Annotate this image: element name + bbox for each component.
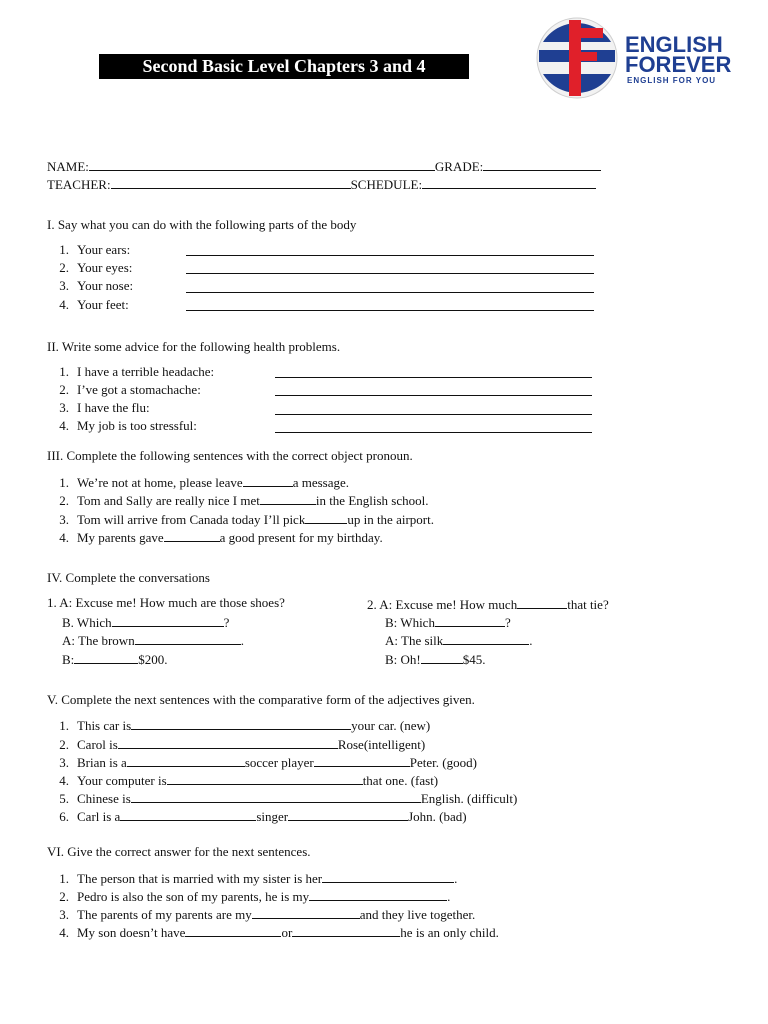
list-item: 3. Brian is a soccer player Peter. (good) <box>59 755 477 770</box>
list-item: 2. Carol is Rose(intelligent) <box>59 737 426 752</box>
list-item: 2. I’ve got a stomachache: <box>59 382 201 397</box>
conv2-line1: 2. A: Excuse me! How much that tie? <box>367 597 609 612</box>
answer-blank[interactable] <box>127 753 245 767</box>
list-item: 3. The parents of my parents are my and they live together. <box>59 907 476 922</box>
answer-line[interactable] <box>186 310 594 311</box>
answer-blank[interactable] <box>185 923 281 937</box>
list-item: 2. Your eyes: <box>59 260 133 275</box>
answer-blank[interactable] <box>164 528 220 542</box>
list-item: 4. Your feet: <box>59 297 129 312</box>
conv1-line1: 1. A: Excuse me! How much are those shoes? <box>47 595 285 610</box>
answer-blank[interactable] <box>443 631 529 645</box>
section-1-heading: I. Say what you can do with the following parts of the body <box>47 217 357 232</box>
teacher-blank[interactable] <box>111 175 351 189</box>
page-title: Second Basic Level Chapters 3 and 4 <box>99 54 469 79</box>
list-item: 4. My job is too stressful: <box>59 418 197 433</box>
schedule-label: SCHEDULE: <box>350 177 423 192</box>
name-blank[interactable] <box>89 157 435 171</box>
conv1-line2: B. Which ? <box>62 615 230 630</box>
answer-blank[interactable] <box>288 807 408 821</box>
section-2-heading: II. Write some advice for the following health problems. <box>47 339 341 354</box>
section-3-heading: III. Complete the following sentences with the correct object pronoun. <box>47 448 413 463</box>
list-item: 1. Your ears: <box>59 242 131 257</box>
answer-line[interactable] <box>275 432 592 433</box>
logo-text-english: ENGLISH <box>625 32 723 57</box>
list-item: 4. My son doesn’t have or he is an only child. <box>59 925 499 940</box>
name-row <box>47 157 601 175</box>
answer-blank[interactable] <box>112 613 224 627</box>
answer-blank[interactable] <box>120 807 256 821</box>
list-item: 4. My parents gave a good present for my birthday. <box>59 530 383 545</box>
grade-blank[interactable] <box>483 157 601 171</box>
conv2-line3: A: The silk . <box>385 633 533 648</box>
answer-blank[interactable] <box>305 510 347 524</box>
list-item: 6. Carl is a singer John. (bad) <box>59 809 467 824</box>
list-item: 1. The person that is married with my sister is her . <box>59 871 458 886</box>
answer-line[interactable] <box>186 255 594 256</box>
logo-tagline: ENGLISH FOR YOU <box>627 76 717 85</box>
answer-line[interactable] <box>186 273 594 274</box>
answer-blank[interactable] <box>167 771 363 785</box>
conv1-line3: A: The brown . <box>62 633 244 648</box>
answer-blank[interactable] <box>252 905 360 919</box>
answer-blank[interactable] <box>292 923 400 937</box>
answer-blank[interactable] <box>135 631 241 645</box>
section-6-heading: VI. Give the correct answer for the next sentences. <box>47 844 311 859</box>
teacher-row <box>47 175 596 193</box>
name-label: NAME: <box>47 159 89 174</box>
english-forever-logo <box>535 16 747 100</box>
answer-blank[interactable] <box>421 650 463 664</box>
list-item: 3. Tom will arrive from Canada today I’ll pick up in the airport. <box>59 512 434 527</box>
answer-blank[interactable] <box>243 473 293 487</box>
answer-line[interactable] <box>275 414 592 415</box>
answer-line[interactable] <box>275 395 592 396</box>
conv1-line4: B: $200. <box>62 652 168 667</box>
answer-blank[interactable] <box>314 753 410 767</box>
answer-blank[interactable] <box>260 491 316 505</box>
conv2-line4: B: Oh! $45. <box>385 652 486 667</box>
answer-blank[interactable] <box>131 716 351 730</box>
list-item: 1. I have a terrible headache: <box>59 364 215 379</box>
section-4-heading: IV. Complete the conversations <box>47 570 210 585</box>
answer-blank[interactable] <box>74 650 138 664</box>
list-item: 1. This car is your car. (new) <box>59 718 431 733</box>
conv2-line2: B: Which ? <box>385 615 511 630</box>
answer-blank[interactable] <box>435 613 505 627</box>
list-item: 4. Your computer is that one. (fast) <box>59 773 439 788</box>
answer-blank[interactable] <box>517 595 567 609</box>
list-item: 3. Your nose: <box>59 278 134 293</box>
teacher-label: TEACHER: <box>47 177 111 192</box>
list-item: 1. We’re not at home, please leave a message. <box>59 475 350 490</box>
answer-blank[interactable] <box>131 789 421 803</box>
answer-line[interactable] <box>186 292 594 293</box>
answer-blank[interactable] <box>309 887 447 901</box>
logo-text-forever: FOREVER <box>625 52 732 77</box>
section-5-heading: V. Complete the next sentences with the comparative form of the adjectives given. <box>47 692 475 707</box>
schedule-blank[interactable] <box>422 175 596 189</box>
answer-blank[interactable] <box>322 869 454 883</box>
answer-line[interactable] <box>275 377 592 378</box>
answer-blank[interactable] <box>118 735 338 749</box>
list-item: 2. Tom and Sally are really nice I met in the English school. <box>59 493 429 508</box>
grade-label: GRADE: <box>434 159 484 174</box>
list-item: 2. Pedro is also the son of my parents, he is my . <box>59 889 451 904</box>
list-item: 5. Chinese is English. (difficult) <box>59 791 518 806</box>
list-item: 3. I have the flu: <box>59 400 150 415</box>
